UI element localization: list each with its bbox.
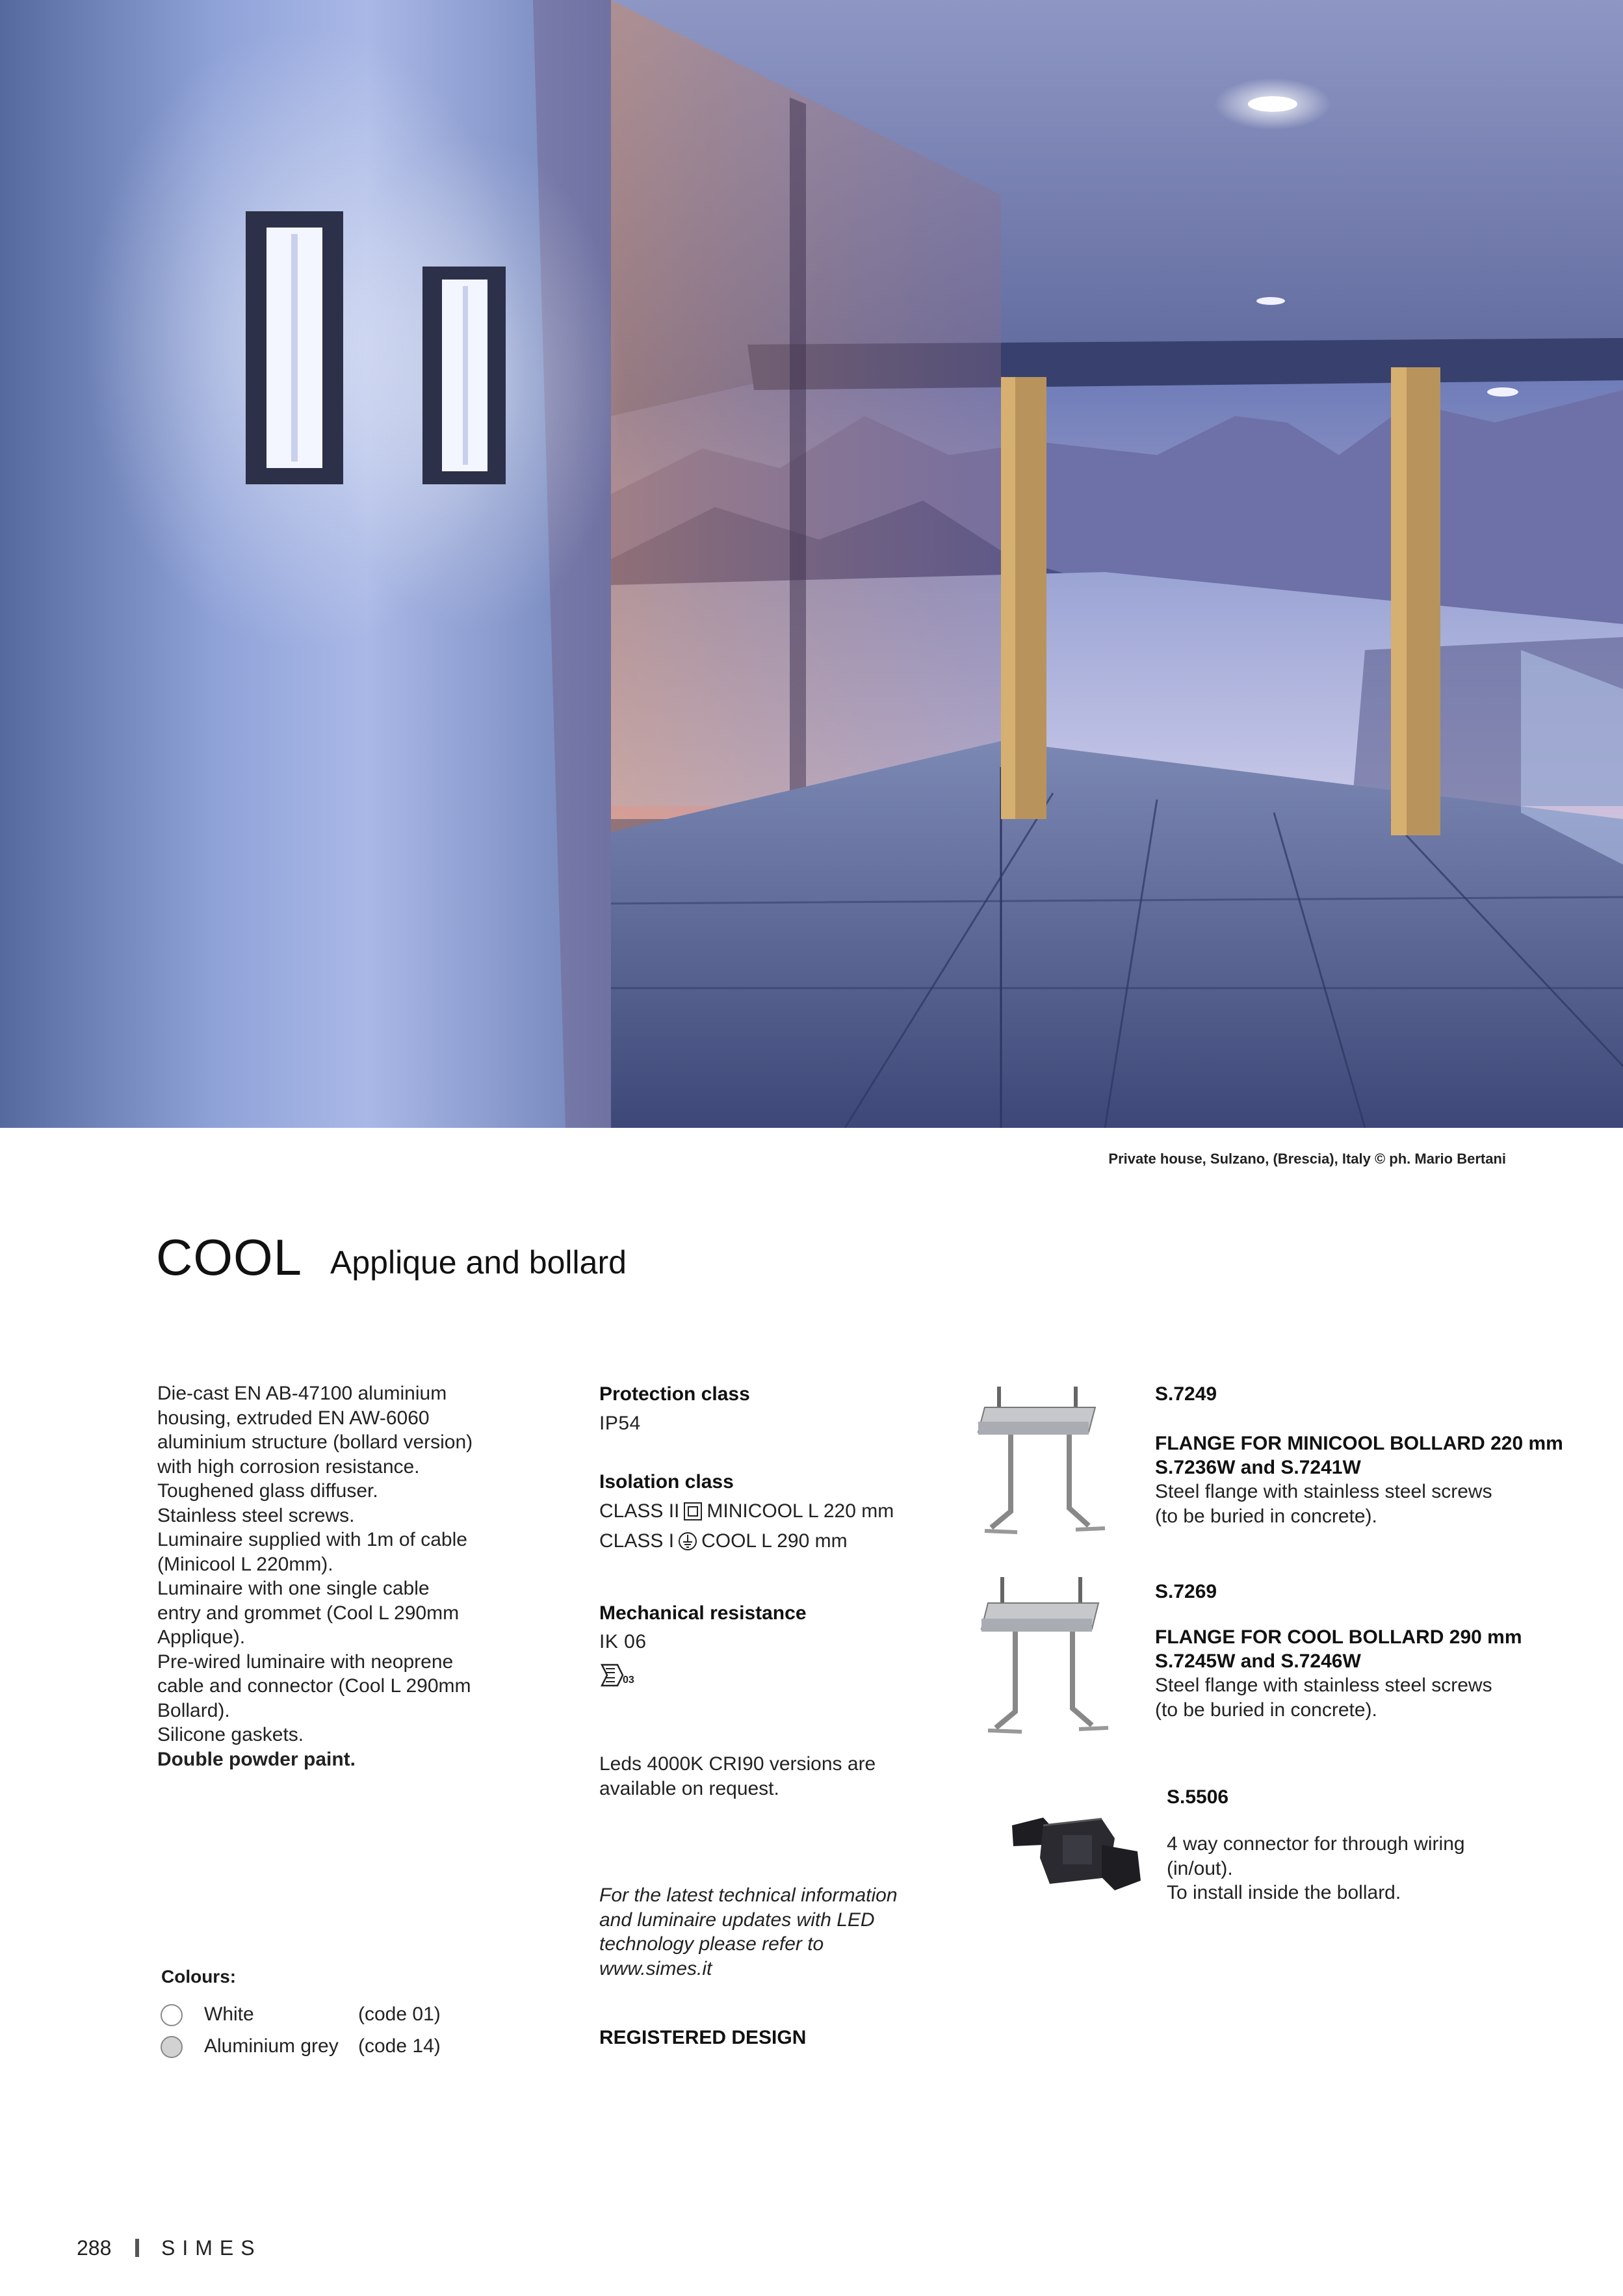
description-line: Applique). bbox=[157, 1626, 246, 1648]
accessory-code: S.7269 bbox=[1155, 1581, 1217, 1602]
ik-mark: 03 bbox=[623, 1675, 634, 1686]
colour-swatch-white bbox=[161, 2004, 183, 2026]
accessory-code: S.5506 bbox=[1167, 1786, 1229, 1808]
connector-illustration bbox=[1004, 1806, 1144, 1903]
description-bold-line: Double powder paint. bbox=[157, 1748, 356, 1770]
description-line: Silicone gaskets. bbox=[157, 1724, 304, 1745]
accessory-desc-line: To install inside the bollard. bbox=[1167, 1882, 1401, 1903]
tech-note-line: and luminaire updates with LED bbox=[599, 1909, 875, 1931]
page-number: 288 bbox=[77, 2236, 112, 2260]
description-line: entry and grommet (Cool L 290mm bbox=[157, 1602, 460, 1624]
colour-name: White bbox=[204, 2003, 254, 2025]
class-ii-icon bbox=[683, 1502, 703, 1521]
ik-impact-symbol bbox=[599, 1660, 641, 1689]
leds-note-line: Leds 4000K CRI90 versions are bbox=[599, 1753, 876, 1775]
description-line: Pre-wired luminaire with neoprene bbox=[157, 1650, 454, 1673]
product-subtitle: Applique and bollard bbox=[330, 1244, 627, 1281]
flange-minicool-image bbox=[972, 1381, 1108, 1537]
accessory-title-line: S.7236W and S.7241W bbox=[1155, 1457, 1361, 1478]
accessory-title-line: FLANGE FOR COOL BOLLARD 290 mm bbox=[1155, 1626, 1522, 1648]
description-line: Luminaire supplied with 1m of cable bbox=[157, 1529, 467, 1550]
accessory-description bbox=[1155, 1673, 1492, 1722]
accessory-desc-line: (to be buried in concrete). bbox=[1155, 1505, 1377, 1527]
accessory-title-line: FLANGE FOR MINICOOL BOLLARD 220 mm bbox=[1155, 1433, 1563, 1454]
accessory-desc-line: Steel flange with stainless steel screws bbox=[1155, 1481, 1492, 1502]
hero-photo bbox=[0, 0, 1623, 1128]
flange-cool-image bbox=[975, 1572, 1111, 1738]
description-line: Luminaire with one single cable bbox=[157, 1578, 430, 1599]
accessory-title-line: S.7245W and S.7246W bbox=[1155, 1650, 1361, 1672]
description-line: housing, extruded EN AW-6060 bbox=[157, 1407, 430, 1429]
colour-name: Aluminium grey bbox=[204, 2035, 339, 2057]
brand-name: SIMES bbox=[161, 2236, 262, 2260]
description-line: with high corrosion resistance. bbox=[157, 1455, 420, 1478]
registered-design: REGISTERED DESIGN bbox=[599, 2027, 807, 2048]
description-line: Bollard). bbox=[157, 1699, 230, 1721]
flange-illustration bbox=[975, 1572, 1111, 1738]
protection-class-value: IP54 bbox=[599, 1413, 641, 1434]
isolation-class: CLASS I bbox=[599, 1530, 675, 1552]
accessory-description bbox=[1155, 1480, 1492, 1528]
colour-code: (code 14) bbox=[358, 2035, 441, 2057]
product-description bbox=[157, 1381, 521, 1771]
colour-code: (code 01) bbox=[358, 2003, 441, 2025]
description-line: Die-cast EN AB-47100 aluminium bbox=[157, 1383, 447, 1404]
photo-caption: Private house, Sulzano, (Brescia), Italy © ph. Mario Bertani bbox=[1108, 1151, 1506, 1167]
description-line: aluminium structure (bollard version) bbox=[157, 1431, 473, 1453]
tech-note bbox=[599, 1883, 898, 1981]
isolation-model: COOL L 290 mm bbox=[701, 1530, 848, 1552]
earth-icon bbox=[678, 1532, 697, 1551]
accessory-title bbox=[1155, 1431, 1563, 1480]
accessory-desc-line: (to be buried in concrete). bbox=[1155, 1699, 1377, 1721]
accessory-desc-line: 4 way connector for through wiring bbox=[1167, 1833, 1465, 1855]
ik-impact-icon bbox=[599, 1660, 641, 1689]
description-line: Toughened glass diffuser. bbox=[157, 1480, 378, 1502]
connector-image bbox=[1004, 1806, 1144, 1903]
tech-note-line: technology please refer to bbox=[599, 1933, 824, 1955]
accessory-title bbox=[1155, 1625, 1522, 1673]
description-line: Stainless steel screws. bbox=[157, 1504, 355, 1526]
leds-note bbox=[599, 1752, 876, 1801]
mechanical-resistance-value: IK 06 bbox=[599, 1631, 647, 1652]
tech-note-line: For the latest technical information bbox=[599, 1885, 898, 1906]
mechanical-resistance-label: Mechanical resistance bbox=[599, 1602, 807, 1624]
description-line: cable and connector (Cool L 290mm bbox=[157, 1675, 471, 1697]
tech-note-link[interactable]: www.simes.it bbox=[599, 1957, 712, 1979]
colour-swatch-aluminium-grey bbox=[161, 2036, 183, 2058]
colours-title: Colours: bbox=[161, 1966, 237, 1987]
footer-divider bbox=[135, 2239, 139, 2257]
accessory-desc-line: (in/out). bbox=[1167, 1857, 1233, 1879]
isolation-class-label: Isolation class bbox=[599, 1471, 734, 1493]
isolation-class: CLASS II bbox=[599, 1500, 680, 1522]
accessory-desc-line: Steel flange with stainless steel screws bbox=[1155, 1675, 1492, 1696]
description-line: (Minicool L 220mm). bbox=[157, 1553, 333, 1575]
isolation-row-class-ii bbox=[599, 1500, 894, 1522]
isolation-row-class-i bbox=[599, 1530, 848, 1552]
isolation-model: MINICOOL L 220 mm bbox=[707, 1500, 894, 1522]
leds-note-line: available on request. bbox=[599, 1777, 779, 1799]
protection-class-label: Protection class bbox=[599, 1383, 750, 1405]
accessory-description bbox=[1167, 1832, 1465, 1905]
product-name: COOL bbox=[156, 1229, 303, 1286]
accessory-code: S.7249 bbox=[1155, 1383, 1217, 1405]
flange-illustration bbox=[972, 1381, 1108, 1537]
